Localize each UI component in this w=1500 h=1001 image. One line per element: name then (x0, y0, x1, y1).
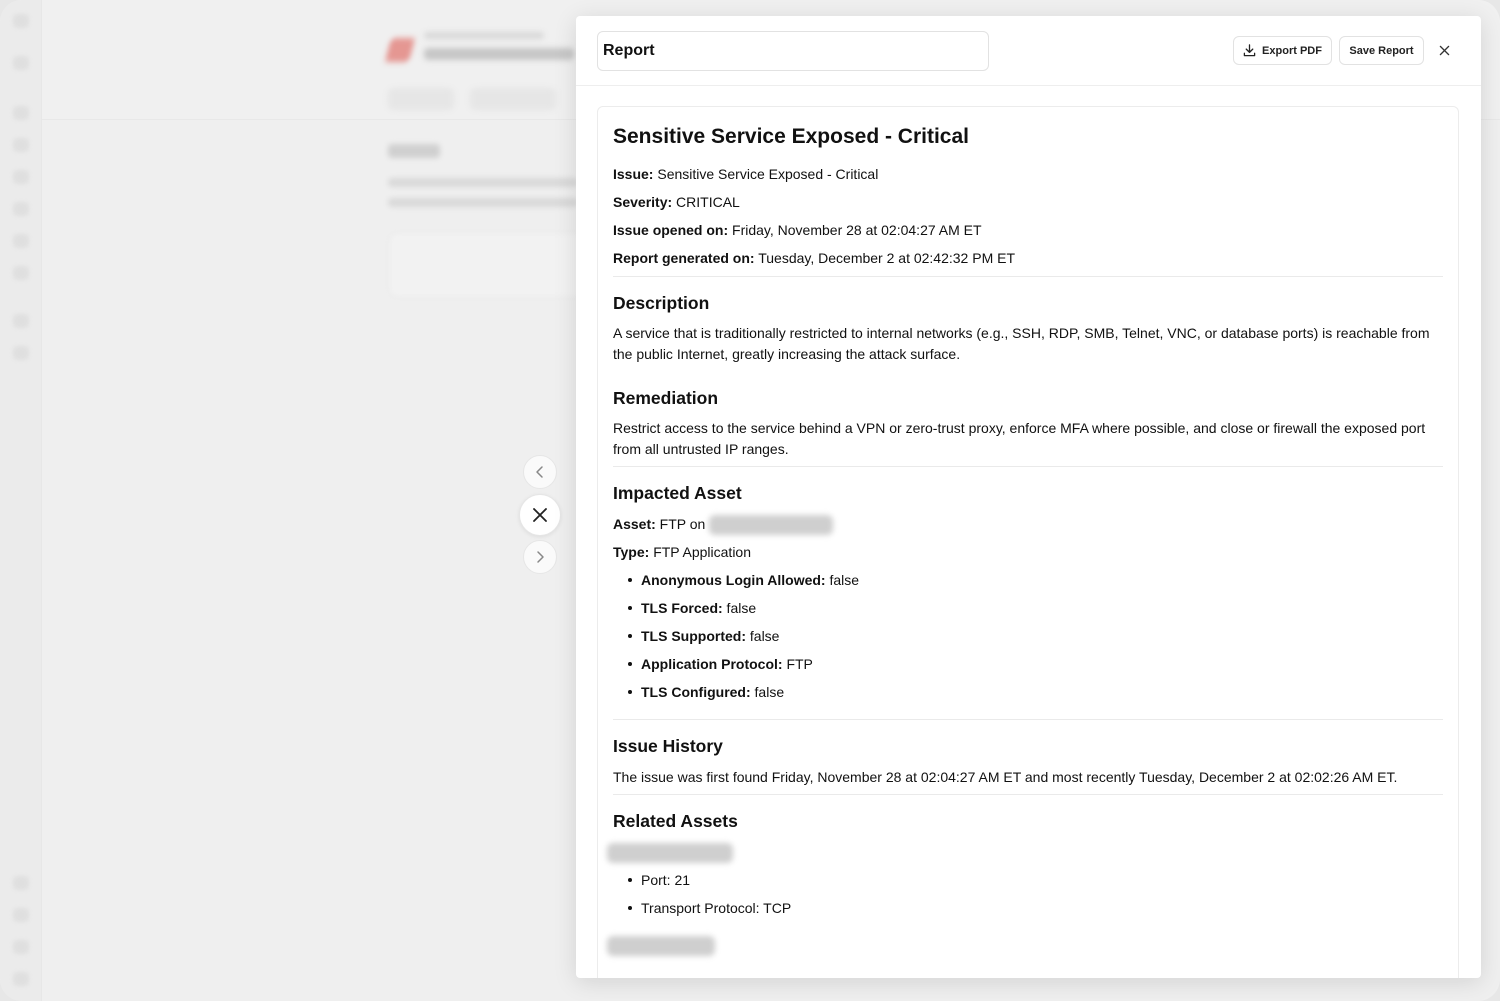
asset-type-row: Type: FTP Application (613, 544, 751, 560)
meta-generated-on: Report generated on: Tuesday, December 2 at 02:42:32 PM ET (613, 250, 1016, 266)
export-pdf-label: Export PDF (1262, 44, 1322, 57)
close-icon (1439, 45, 1450, 56)
list-item: Transport Protocol: TCP (627, 894, 1443, 922)
list-item: Port: 21 (627, 866, 1443, 894)
list-item: Application Protocol: FTP (627, 650, 1443, 678)
save-report-label: Save Report (1349, 44, 1414, 57)
report-panel-header (576, 16, 1481, 86)
previous-button[interactable] (523, 455, 557, 489)
meta-opened-on: Issue opened on: Friday, November 28 at 02:04:27 AM ET (613, 222, 982, 238)
redacted-related-asset (607, 843, 1443, 863)
report-panel (576, 16, 1481, 978)
next-button[interactable] (523, 540, 557, 574)
report-heading: Sensitive Service Exposed - Critical (613, 125, 969, 148)
meta-severity: Severity: CRITICAL (613, 194, 740, 210)
export-pdf-button[interactable] (1233, 36, 1332, 65)
close-viewer-button[interactable] (519, 494, 561, 536)
list-item: TLS Supported: false (627, 622, 1443, 650)
chevron-right-icon (533, 550, 547, 564)
description-text: A service that is traditionally restricted to internal networks (e.g., SSH, RDP, SMB, Telnet, VNC, or database ports) is reachable from the public Internet, greatly increasing the attack surface. (613, 325, 1430, 362)
report-document (597, 106, 1459, 978)
description-heading: Description (613, 293, 710, 313)
related-asset-details (613, 866, 1443, 922)
list-item: TLS Configured: false (627, 678, 1443, 706)
asset-row: Asset: FTP on (613, 510, 1443, 538)
redacted-related-asset (607, 936, 1443, 956)
issue-history-heading: Issue History (613, 736, 723, 756)
redacted-asset-address (709, 515, 833, 535)
report-title-input[interactable] (597, 31, 989, 71)
close-icon (532, 507, 548, 523)
remediation-text: Restrict access to the service behind a VPN or zero-trust proxy, enforce MFA where possible, and close or firewall the exposed port from all untrusted IP ranges. (613, 420, 1426, 457)
report-meta (613, 160, 1443, 272)
list-item: Anonymous Login Allowed: false (627, 566, 1443, 594)
list-item: TLS Forced: false (627, 594, 1443, 622)
remediation-heading: Remediation (613, 388, 719, 408)
chevron-left-icon (533, 465, 547, 479)
impacted-asset-heading: Impacted Asset (613, 483, 742, 503)
meta-issue: Issue: Sensitive Service Exposed - Critical (613, 166, 879, 182)
save-report-button[interactable] (1339, 36, 1424, 65)
issue-history-text: The issue was first found Friday, November 28 at 02:04:27 AM ET and most recently Tuesday, December 2 at 02:02:26 AM ET. (613, 769, 1398, 785)
download-icon (1243, 44, 1256, 57)
close-panel-button[interactable] (1434, 40, 1454, 60)
asset-attributes-list (613, 566, 1443, 706)
related-assets-heading: Related Assets (613, 811, 738, 831)
